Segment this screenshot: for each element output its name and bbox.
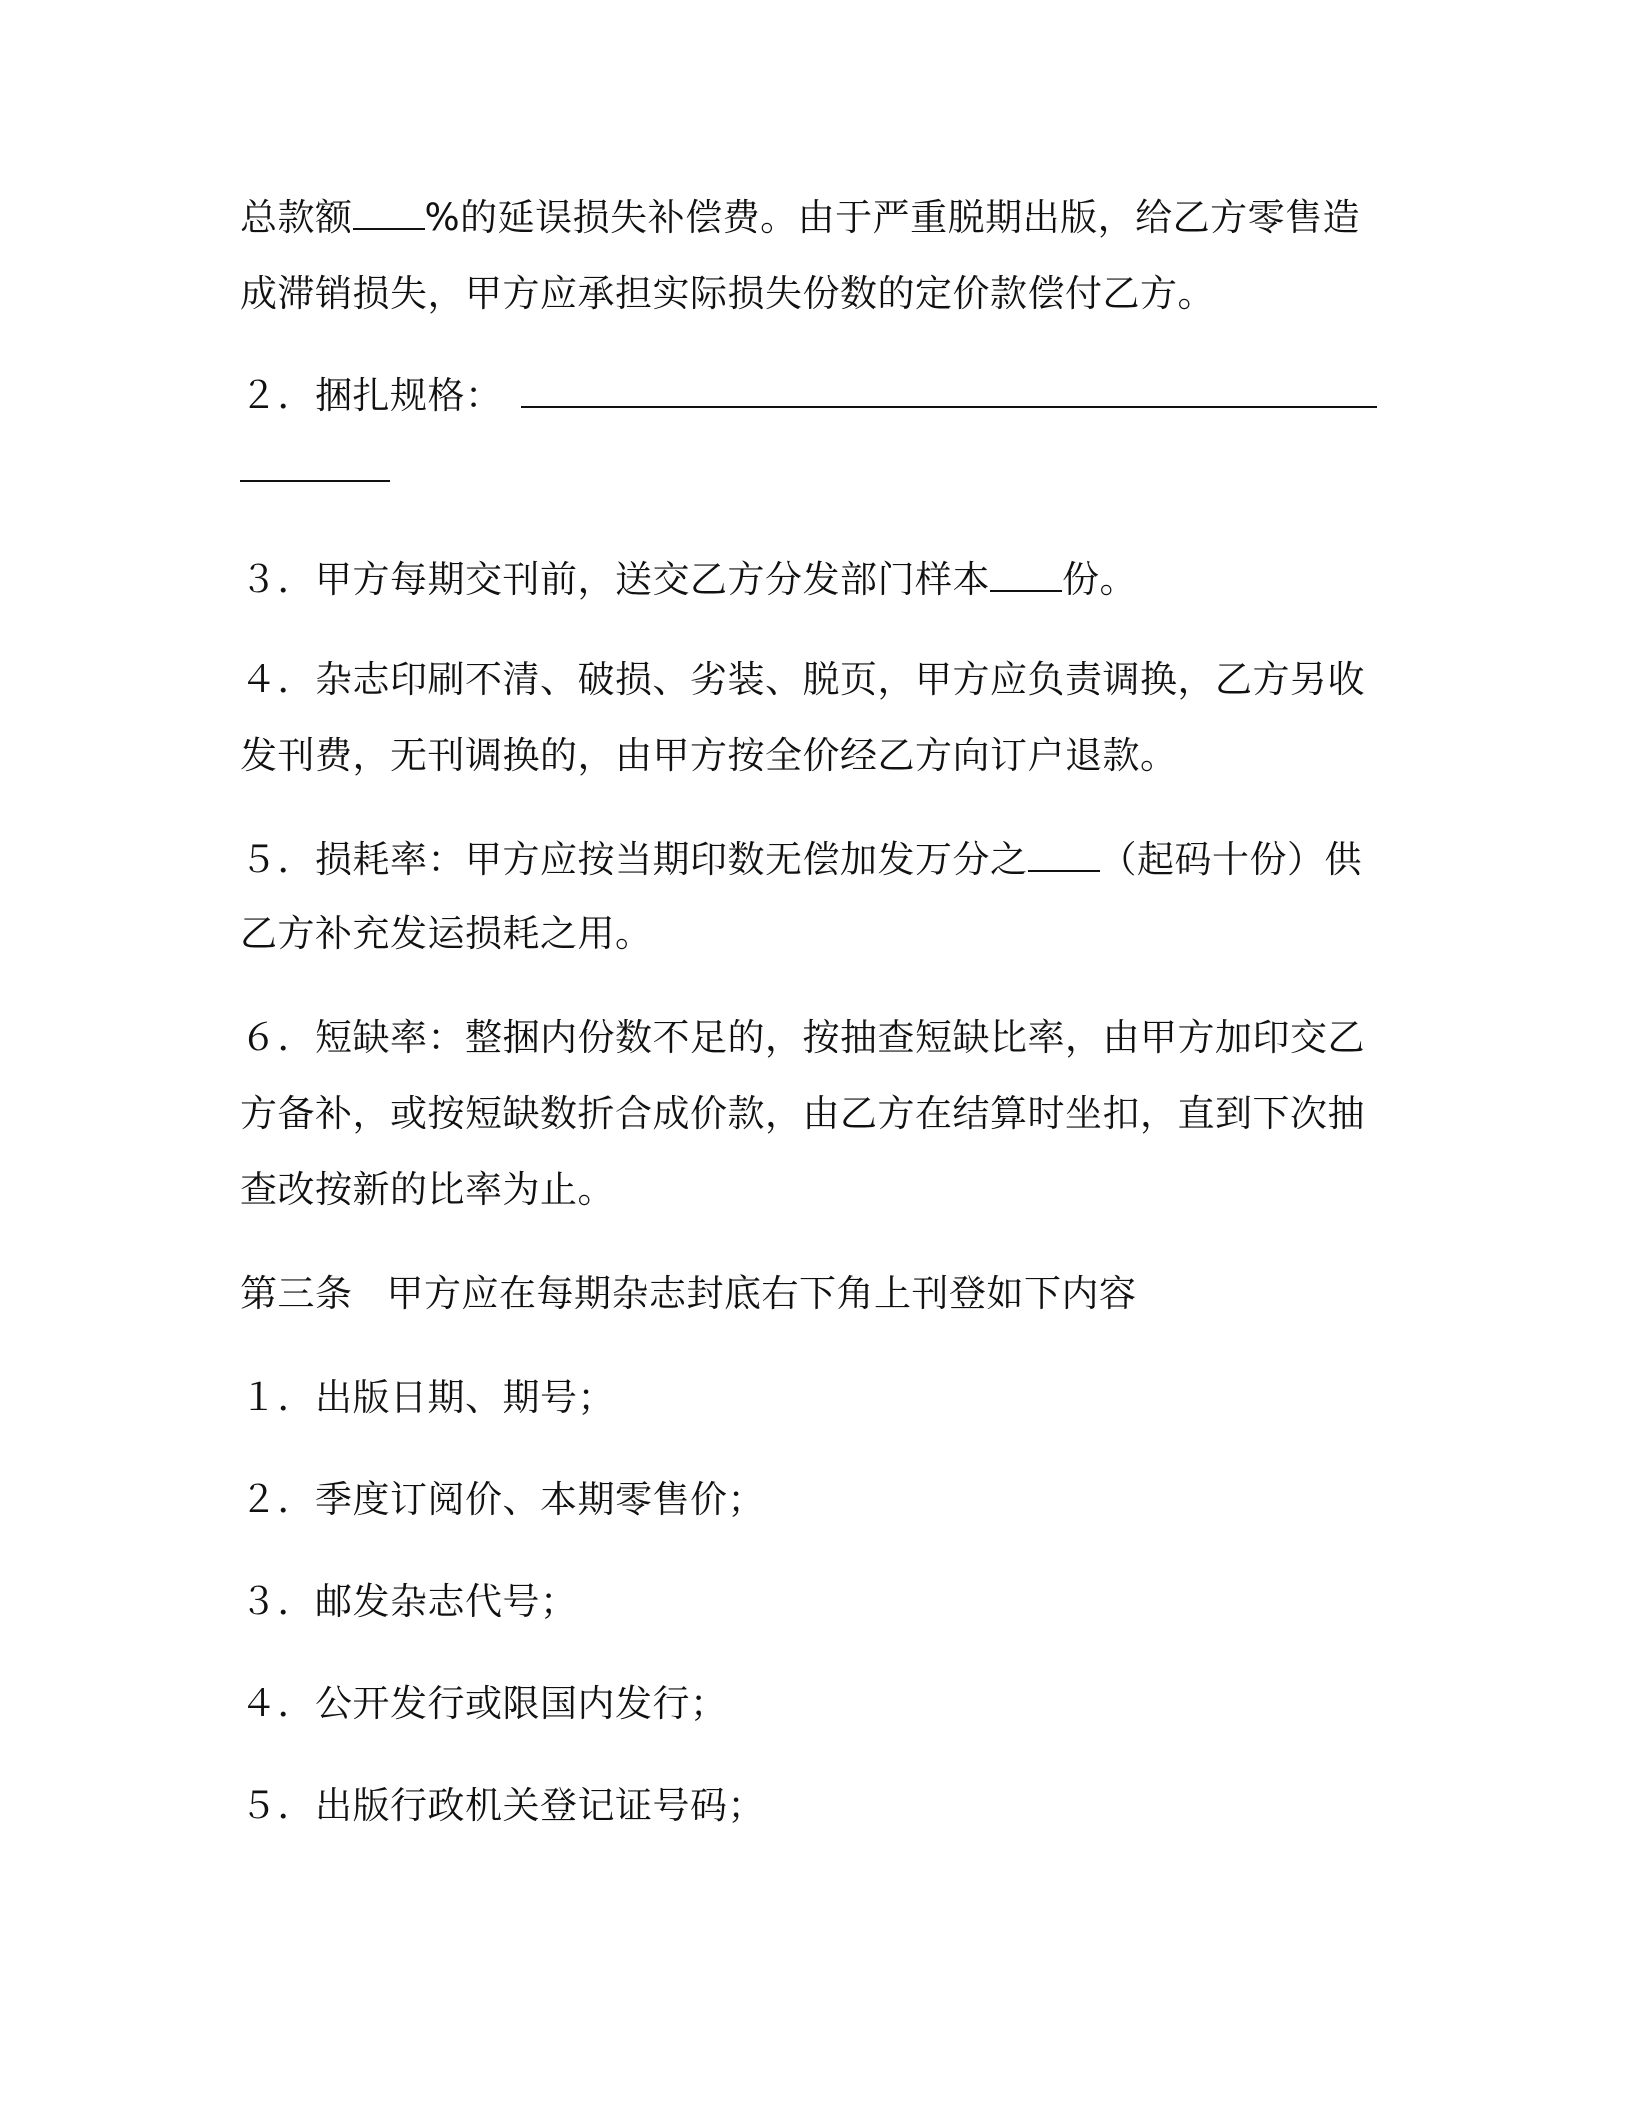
text-segment: 方备补，或按短缺数折合成价款，由乙方在结算时坐扣，直到下次抽	[240, 1092, 1365, 1135]
text-segment: ５．损耗率：甲方应按当期印数无偿加发万分之	[240, 838, 1028, 881]
list-item	[240, 1578, 578, 1626]
list-item-text: ４．公开发行或限国内发行；	[240, 1682, 728, 1725]
text-segment: ２．捆扎规格：	[240, 374, 503, 417]
text-segment: ４．杂志印刷不清、破损、劣装、脱页，甲方应负责调换，乙方另收	[240, 658, 1365, 701]
article-heading	[240, 1270, 1137, 1318]
clause-item-3	[240, 556, 1137, 604]
list-item	[240, 1476, 765, 1524]
paragraph-line	[240, 194, 1360, 242]
clause-item-5	[240, 836, 1362, 884]
fill-blank	[240, 446, 390, 482]
clause-item-2-continuation	[240, 446, 390, 494]
clause-item-5-continuation	[240, 910, 653, 958]
clause-item-6-continuation	[240, 1090, 1365, 1138]
list-item	[240, 1782, 765, 1830]
clause-item-4	[240, 656, 1365, 704]
text-segment: 发刊费，无刊调换的，由甲方按全价经乙方向订户退款。	[240, 734, 1178, 777]
list-item	[240, 1374, 615, 1422]
clause-item-4-continuation	[240, 732, 1178, 780]
list-item-text: ５．出版行政机关登记证号码；	[240, 1784, 765, 1827]
list-item-text: ２．季度订阅价、本期零售价；	[240, 1478, 765, 1521]
fill-blank	[1028, 836, 1100, 872]
clause-item-6-continuation	[240, 1166, 615, 1214]
list-item	[240, 1680, 728, 1728]
article-text: 甲方应在每期杂志封底右下角上刊登如下内容	[386, 1272, 1137, 1315]
text-segment: 份。	[1062, 558, 1137, 601]
article-number: 第三条	[240, 1272, 353, 1315]
text-segment: 查改按新的比率为止。	[240, 1168, 615, 1211]
fill-blank	[521, 372, 1377, 408]
text-segment: 总款额	[240, 196, 353, 239]
text-segment: ３．甲方每期交刊前，送交乙方分发部门样本	[240, 558, 990, 601]
text-segment: （起码十份）供	[1099, 838, 1362, 881]
clause-item-2	[240, 372, 1377, 420]
text-segment: ６．短缺率：整捆内份数不足的，按抽查短缺比率，由甲方加印交乙	[240, 1016, 1365, 1059]
text-segment: 乙方补充发运损耗之用。	[240, 912, 653, 955]
fill-blank	[990, 556, 1062, 592]
text-segment: %的延误损失补偿费。由于严重脱期出版，给乙方零售造	[424, 196, 1361, 239]
fill-blank	[353, 194, 425, 230]
paragraph-line	[240, 270, 1215, 318]
list-item-text: ３．邮发杂志代号；	[240, 1580, 578, 1623]
list-item-text: １．出版日期、期号；	[240, 1376, 615, 1419]
clause-item-6	[240, 1014, 1365, 1062]
text-segment: 成滞销损失，甲方应承担实际损失份数的定价款偿付乙方。	[240, 272, 1215, 315]
